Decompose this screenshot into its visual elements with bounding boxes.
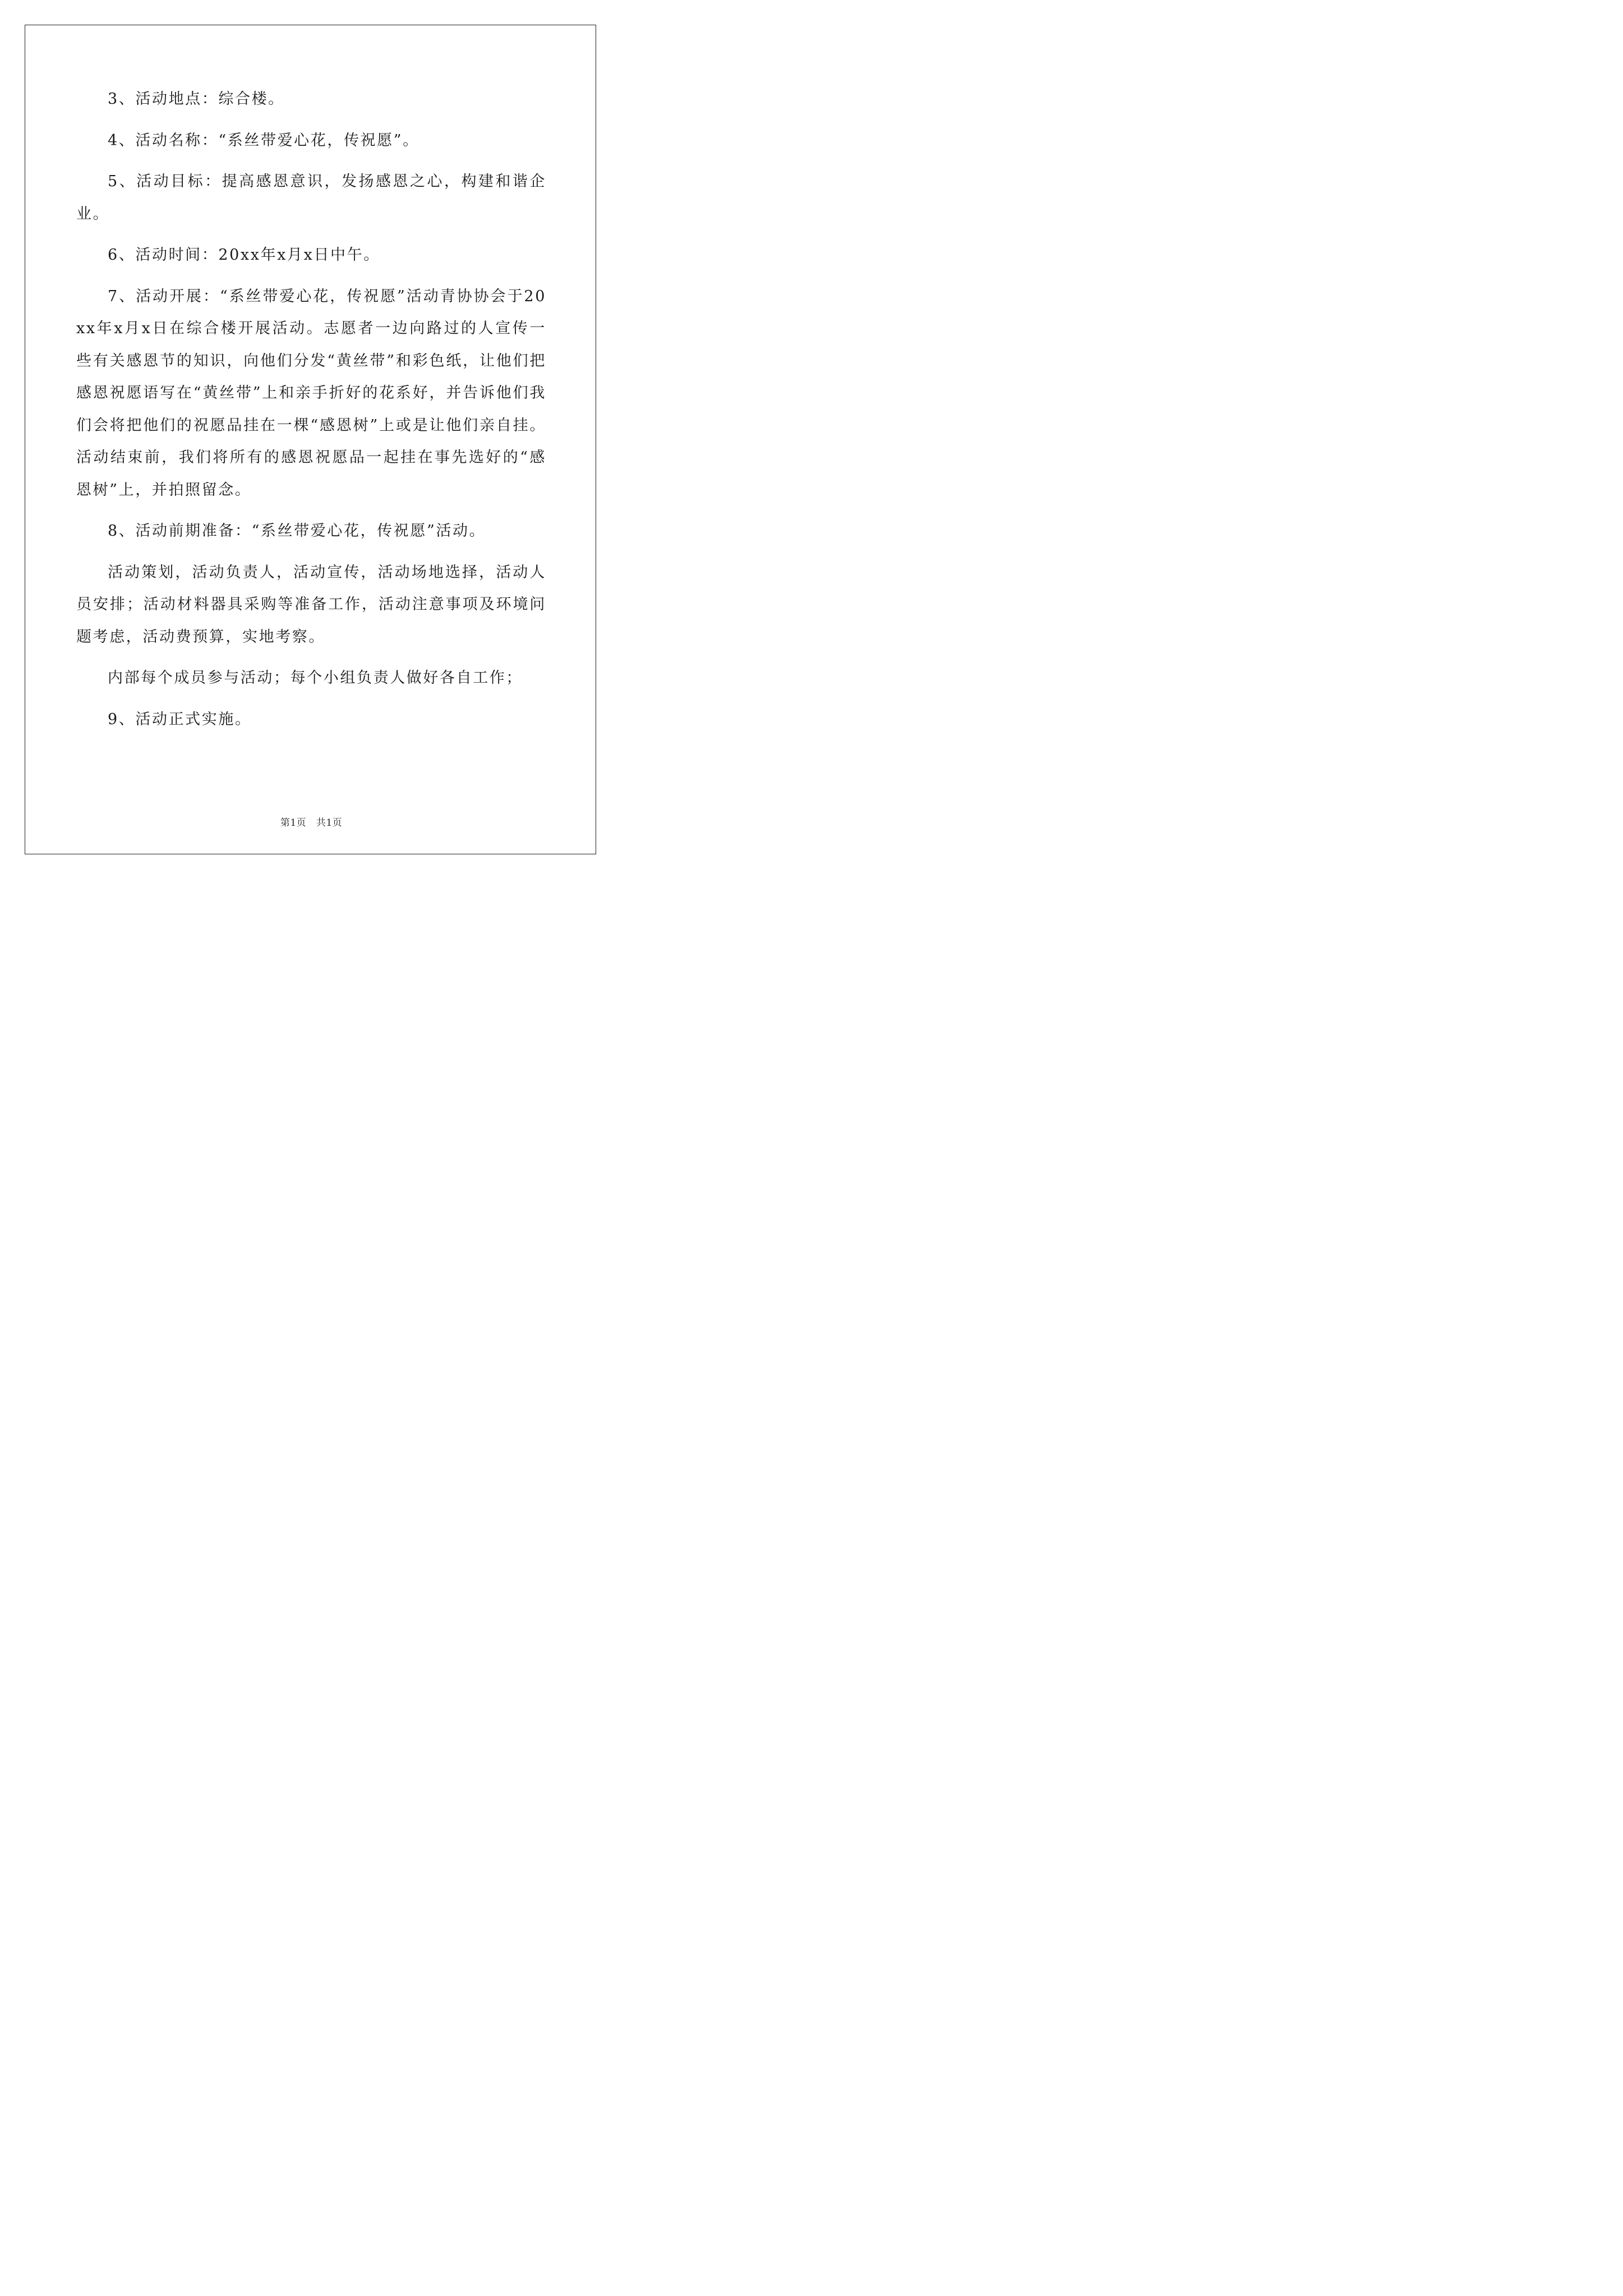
paragraph-activity: 7、活动开展：“系丝带爱心花，传祝愿”活动青协协会于20xx年x月x日在综合楼开展活动。志愿者一边向路过的人宣传一些有关感恩节的知识，向他们分发“黄丝带”和彩色纸，让他们把感恩祝愿语写在“黄丝带”上和亲手折好的花系好，并告诉他们我们会将把他们的祝愿品挂在一棵“感恩树”上或是让他们亲自挂。活动结束前，我们将所有的感恩祝愿品一起挂在事先选好的“感恩树”上，并拍照留念。 (76, 287, 546, 499)
paragraph-planning: 活动策划，活动负责人，活动宣传，活动场地选择，活动人员安排；活动材料器具采购等准备工作，活动注意事项及环境问题考虑，活动费预算，实地考察。 (76, 563, 546, 646)
paragraph-name: 4、活动名称：“系丝带爱心花，传祝愿”。 (108, 131, 419, 149)
document-body (76, 83, 546, 744)
paragraph-goal: 5、活动目标：提高感恩意识，发扬感恩之心，构建和谐企业。 (76, 173, 546, 223)
paragraph-time: 6、活动时间：20xx年x月x日中午。 (108, 246, 380, 264)
paragraph-preparation: 8、活动前期准备：“系丝带爱心花，传祝愿”活动。 (108, 522, 486, 540)
paragraph-implementation: 9、活动正式实施。 (108, 710, 252, 728)
page-number: 第1页 共1页 (280, 817, 343, 829)
paragraph-members: 内部每个成员参与活动；每个小组负责人做好各自工作； (108, 669, 523, 687)
paragraph-location: 3、活动地点：综合楼。 (108, 90, 285, 108)
